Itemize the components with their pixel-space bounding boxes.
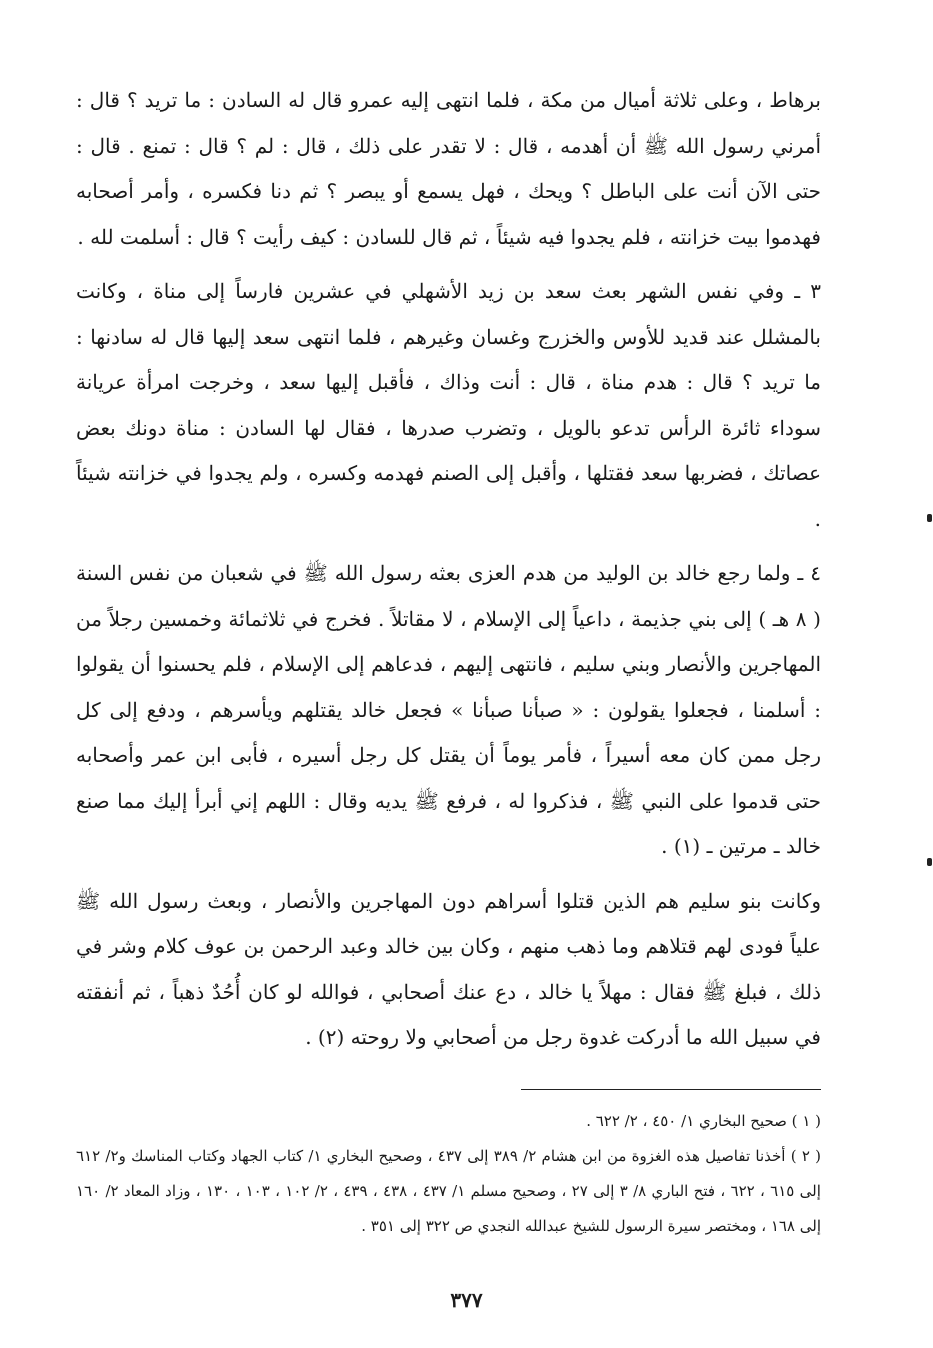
footnote-2: ( ٢ ) أخذنا تفاصيل هذه الغزوة من ابن هشام ٢/ ٣٨٩ إلى ٤٣٧ ، وصحيح البخاري ١/ كتاب الجهاد وكتاب المناسك و٢/ ٦١٢ إلى ٦١٥ ، ٦٢٢ ، فتح الباري ٨/ ٣ إلى ٢٧ ، وصحيح مسلم ١/ ٤٣٧ ، ٤٣٨ ، ٤٣٩ ، ٢/ ١٠٢ ، ١٠٣ ، ١٣٠ ، وزاد المعاد ٢/ ١٦٠ إلى ١٦٨ ، ومختصر سيرة الرسول للشيخ عبدالله النجدي ص ٣٢٢ إلى ٣٥١ . (76, 1146, 822, 1235)
footnote-1: ( ١ ) صحيح البخاري ١/ ٤٥٠ ، ٢/ ٦٢٢ . (586, 1111, 821, 1130)
paragraph-4: وكانت بنو سليم هم الذين قتلوا أسراهم دون المهاجرين والأنصار ، وبعث رسول الله ﷺ علياً فودى لهم قتلاهم وما ذهب منهم ، وكان بين خالد وعبد الرحمن بن عوف كلام وشر في ذلك ، فبلغ ﷺ فقال : مهلاً يا خالد ، دع عنك أصحابي ، فوالله لو كان أُحُدٌ ذهباً ، ثم أنفقته في سبيل الله ما أدركت غدوة رجل من أصحابي ولا روحته (٢) . (76, 888, 821, 1049)
scan-mark (927, 514, 932, 522)
body-text (76, 78, 821, 1061)
paragraph-2: ٣ ـ وفي نفس الشهر بعث سعد بن زيد الأشهلي في عشرين فارساً إلى مناة ، وكانت بالمشلل عند قديد للأوس والخزرج وغسان وغيرهم ، فلما انتهى سعد إليها قال له سادنها : ما تريد ؟ قال : هدم مناة ، قال : أنت وذاك ، فأقبل إليها سعد ، وخرجت امرأة عريانة سوداء ثائرة الرأس تدعو بالويل ، وتضرب صدرها ، فقال لها السادن : مناة دونك بعض عصاتك ، فضربها سعد فقتلها ، وأقبل إلى الصنم فهدمه وكسره ، ولم يجدوا في خزانته شيئاً . (76, 279, 821, 531)
paragraph-3: ٤ ـ ولما رجع خالد بن الوليد من هدم العزى بعثه رسول الله ﷺ في شعبان من نفس السنة ( ٨ هـ ) إلى بني جذيمة ، داعياً إلى الإسلام ، لا مقاتلاً . فخرج في ثلاثمائة وخمسين رجلاً من المهاجرين والأنصار وبني سليم ، فانتهى إليهم ، فدعاهم إلى الإسلام ، فلم يحسنوا أن يقولوا : أسلمنا ، فجعلوا يقولون : « صبأنا صبأنا » فجعل خالد يقتلهم ويأسرهم ، ودفع إلى كل رجل ممن كان معه أسيراً ، فأمر يوماً أن يقتل كل رجل أسيره ، فأبى ابن عمر وأصحابه حتى قدموا على النبي ﷺ ، فذكروا له ، فرفع ﷺ يديه وقال : اللهم إني أبرأ إليك مما صنع خالد ـ مرتين ـ (١) . (76, 561, 821, 858)
footnotes (76, 1104, 821, 1244)
footnote-separator (521, 1089, 821, 1090)
paragraph-1: برهاط ، وعلى ثلاثة أميال من مكة ، فلما انتهى إليه عمرو قال له السادن : ما تريد ؟ قال : أمرني رسول الله ﷺ أن أهدمه ، قال : لا تقدر على ذلك ، قال : لم ؟ قال : تمنع . قال : حتى الآن أنت على الباطل ؟ ويحك ، فهل يسمع أو يبصر ؟ ثم دنا فكسره ، وأمر أصحابه فهدموا بيت خزانته ، فلم يجدوا فيه شيئاً ، ثم قال للسادن : كيف رأيت ؟ قال : أسلمت لله . (76, 88, 821, 249)
scan-mark (927, 858, 932, 866)
page-number: ٣٧٧ (450, 1288, 483, 1312)
